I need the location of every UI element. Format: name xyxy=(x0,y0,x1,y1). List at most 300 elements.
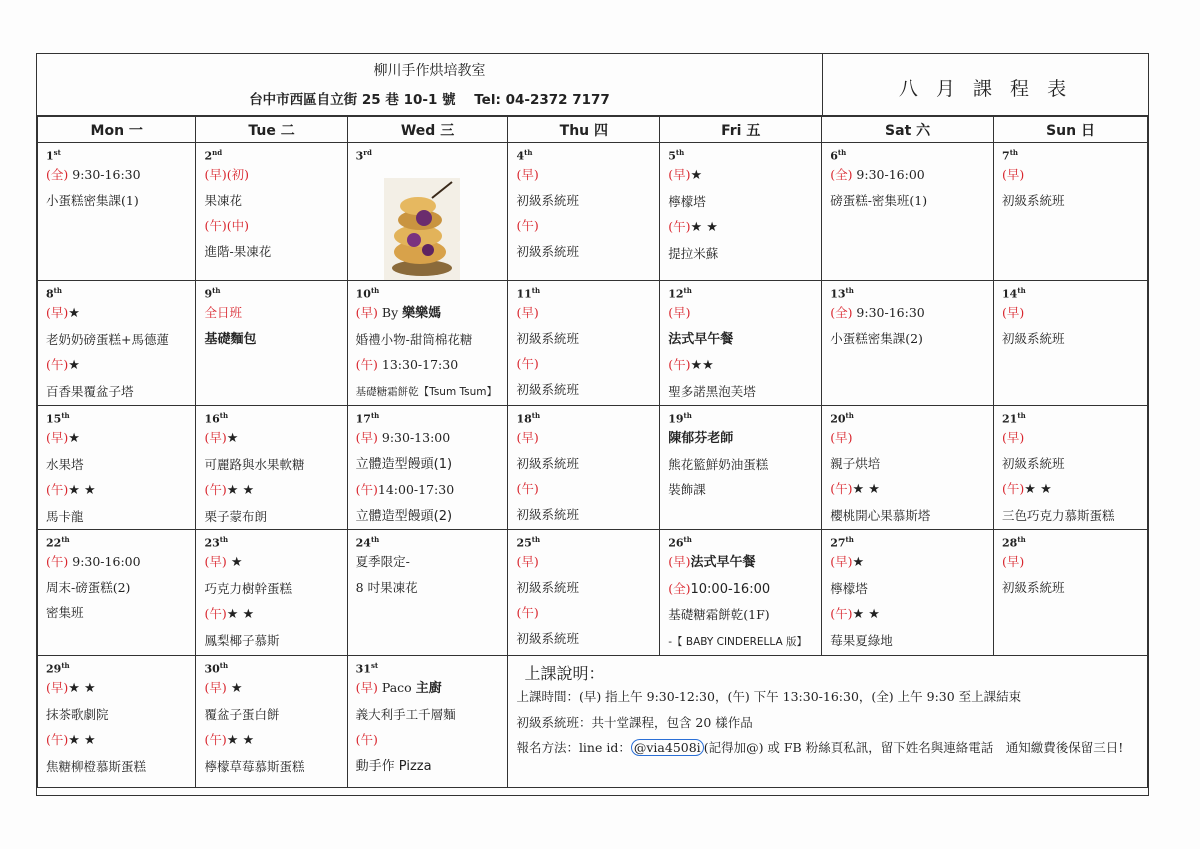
class-line xyxy=(1002,300,1147,326)
class-text: 三色巧克力慕斯蛋糕 xyxy=(1002,507,1115,523)
class-text: 馬卡龍 xyxy=(46,508,84,524)
date-number: 23th xyxy=(204,535,229,550)
session-tag: (午) xyxy=(204,732,227,747)
class-text: 9:30-16:30 xyxy=(852,305,925,320)
signup-prefix: 報名方法：line id： xyxy=(516,740,631,755)
class-text: 小蛋糕密集課(1) xyxy=(46,192,139,208)
session-tag: (早) xyxy=(516,430,539,445)
day-cell xyxy=(822,406,994,530)
month-header xyxy=(823,54,1148,116)
date-suffix: th xyxy=(683,411,692,420)
day-cell xyxy=(660,406,822,530)
day-cell xyxy=(822,143,994,281)
session-tag: (午) xyxy=(668,357,691,372)
class-text: 立體造型饅頭(1) xyxy=(355,456,453,472)
session-tag: (早) xyxy=(516,305,539,320)
class-line xyxy=(204,188,346,214)
class-line xyxy=(830,162,993,188)
class-line xyxy=(830,503,993,529)
day-cell xyxy=(347,281,508,406)
difficulty-stars: ★ ★ xyxy=(226,733,255,748)
date-suffix: th xyxy=(683,286,692,295)
school-address-line xyxy=(37,88,822,108)
class-line xyxy=(668,214,821,241)
weekday-header: Fri 五 xyxy=(660,117,822,143)
class-line xyxy=(356,575,508,601)
date-suffix: th xyxy=(53,286,62,295)
session-tag: (早)(初) xyxy=(204,167,249,182)
class-line xyxy=(516,575,659,601)
day-cell xyxy=(660,530,822,656)
difficulty-stars: ★ xyxy=(690,168,703,183)
class-line xyxy=(46,477,195,504)
date-suffix: nd xyxy=(212,148,223,157)
date-suffix: th xyxy=(370,535,380,544)
class-text: 初級系統班 xyxy=(1002,330,1065,346)
class-line xyxy=(516,600,659,626)
class-line xyxy=(356,727,508,753)
day-cell xyxy=(196,281,347,406)
session-tag: (早) xyxy=(516,167,539,182)
day-cell xyxy=(994,281,1148,406)
weekday-header: Mon 一 xyxy=(38,117,196,143)
class-line xyxy=(668,326,821,353)
date-suffix: th xyxy=(531,286,541,295)
class-line xyxy=(204,675,346,702)
class-line xyxy=(830,549,993,576)
day-cell xyxy=(508,406,660,530)
notes-time: 上課時間：(早) 指上午 9:30-12:30，(午) 下午 13:30-16:30，(全) 上午 9:30 至上課結束 xyxy=(516,689,1022,704)
day-cell xyxy=(38,143,196,281)
class-text: 鳳梨椰子慕斯 xyxy=(204,632,280,648)
class-text: 莓果夏綠地 xyxy=(830,632,893,648)
class-text: -【 BABY CINDERELLA 版】 xyxy=(668,635,808,648)
session-tag: (午) xyxy=(516,605,539,620)
session-tag: (早) xyxy=(668,305,691,320)
difficulty-stars: ★ xyxy=(226,555,243,570)
session-tag: (午) xyxy=(830,481,853,496)
weekday-header: Tue 二 xyxy=(196,117,347,143)
class-line xyxy=(46,702,195,728)
date-number: 18th xyxy=(516,411,541,426)
day-cell xyxy=(196,530,347,656)
class-text: 初級系統班 xyxy=(516,243,579,259)
class-text: 10:00-16:00 xyxy=(690,581,771,597)
week-row xyxy=(38,281,1148,406)
session-tag: (早) xyxy=(1002,167,1025,182)
class-text-bold: 樂樂媽 xyxy=(402,306,442,321)
date-suffix: rd xyxy=(363,148,372,157)
date-suffix: th xyxy=(219,535,229,544)
day-cell xyxy=(822,530,994,656)
date-number: 28th xyxy=(1002,535,1026,550)
class-line xyxy=(668,189,821,215)
date-number: 31st xyxy=(355,661,379,676)
date-suffix: th xyxy=(1009,148,1019,157)
class-text: 動手作 Pizza xyxy=(355,758,432,774)
class-text: 8 吋果凍花 xyxy=(355,579,418,595)
day-cell xyxy=(508,143,660,281)
class-text: 9:30-16:00 xyxy=(852,167,925,182)
class-text: 老奶奶磅蛋糕+馬德蓮 xyxy=(46,331,169,347)
date-number: 9th xyxy=(204,286,221,301)
session-tag: (全) xyxy=(830,167,853,182)
school-name: 柳川手作烘培教室 xyxy=(373,63,486,79)
class-line xyxy=(830,188,993,214)
date-suffix: th xyxy=(837,148,847,157)
session-tag: (午) xyxy=(1002,481,1025,496)
week-row xyxy=(38,656,1148,788)
class-line xyxy=(46,575,195,601)
day-cell xyxy=(508,281,660,406)
difficulty-stars: ★ ★ xyxy=(68,733,96,748)
class-line xyxy=(46,327,195,353)
class-line xyxy=(830,628,993,654)
class-line xyxy=(1002,188,1147,214)
session-tag: (早) xyxy=(1002,430,1025,445)
class-text-bold: 法式早午餐 xyxy=(690,555,756,570)
class-text: 基礎麵包 xyxy=(204,331,257,347)
class-line xyxy=(516,451,659,477)
class-line xyxy=(1002,451,1147,477)
date-suffix: st xyxy=(53,148,61,157)
date-number: 6th xyxy=(830,148,847,163)
class-line xyxy=(356,477,508,503)
date-suffix: th xyxy=(683,535,692,544)
class-text: 密集班 xyxy=(46,605,84,620)
day-cell xyxy=(347,406,508,530)
session-tag: (早) xyxy=(830,430,853,445)
dessert-photo xyxy=(384,178,460,280)
difficulty-stars: ★ xyxy=(68,431,80,446)
class-line xyxy=(516,239,659,265)
session-tag: (早) xyxy=(46,680,69,695)
session-tag: (早) xyxy=(668,554,691,569)
class-line xyxy=(46,425,195,452)
class-line xyxy=(204,162,346,188)
class-line xyxy=(204,326,346,353)
date-number: 19th xyxy=(668,411,692,426)
date-number: 27th xyxy=(830,535,854,550)
class-line xyxy=(668,352,821,379)
day-cell xyxy=(196,656,347,788)
notes-system: 初級系統班：共十堂課程，包含 20 樣作品 xyxy=(516,714,753,730)
session-tag: (早) xyxy=(830,554,853,569)
day-cell xyxy=(196,406,347,530)
date-number: 17th xyxy=(355,411,380,426)
date-suffix: th xyxy=(61,535,70,544)
day-cell xyxy=(660,143,822,281)
weekday-header-row xyxy=(38,117,1148,143)
session-tag: (全) xyxy=(830,305,853,320)
class-text: 立體造型饅頭(2) xyxy=(355,508,453,524)
class-line xyxy=(356,675,508,702)
date-suffix: th xyxy=(675,148,685,157)
session-tag: (早) xyxy=(46,430,69,445)
class-text: 果凍花 xyxy=(204,192,242,208)
day-cell xyxy=(347,143,508,281)
class-line xyxy=(1002,162,1147,188)
class-line xyxy=(1002,549,1147,575)
class-text: Paco xyxy=(377,680,416,695)
class-line xyxy=(668,425,821,452)
date-suffix: th xyxy=(212,286,221,295)
class-text: 婚禮小物-甜筒棉花糖 xyxy=(355,331,473,347)
session-tag: (早) xyxy=(204,430,227,445)
class-line xyxy=(204,504,346,530)
session-tag: (早) xyxy=(516,554,539,569)
day-cell xyxy=(994,143,1148,281)
session-tag: (午) xyxy=(516,356,539,371)
day-cell xyxy=(660,281,822,406)
class-text: 覆盆子蛋白餅 xyxy=(204,706,280,722)
class-text: 初級系統班 xyxy=(516,455,579,471)
date-number: 30th xyxy=(204,661,229,676)
date-suffix: st xyxy=(370,661,379,670)
difficulty-stars: ★ xyxy=(68,358,80,373)
class-line xyxy=(204,727,346,754)
class-line xyxy=(516,425,659,451)
difficulty-stars: ★ ★ xyxy=(852,482,880,497)
weekday-header: Wed 三 xyxy=(347,117,508,143)
session-tag: (早) xyxy=(204,554,227,569)
class-line xyxy=(356,352,508,378)
class-text: 初級系統班 xyxy=(516,192,579,208)
class-text: 初級系統班 xyxy=(1002,192,1065,208)
weekday-header: Sat 六 xyxy=(822,117,994,143)
date-suffix: th xyxy=(1017,286,1026,295)
date-number: 10th xyxy=(355,286,380,301)
class-line xyxy=(516,476,659,502)
class-text: 基礎糖霜餅乾(1F) xyxy=(668,607,770,622)
session-tag: (午) xyxy=(668,219,691,234)
session-tag: (午) xyxy=(204,606,227,621)
signup-suffix: (記得加@) 或 FB 粉絲頁私訊，留下姓名與連絡電話 通知繳費後保留三日! xyxy=(703,740,1124,755)
class-line xyxy=(204,601,346,628)
session-tag: (午)(中) xyxy=(204,218,249,233)
calendar-table xyxy=(37,116,1148,788)
date-number: 4th xyxy=(516,148,533,163)
week-row xyxy=(38,143,1148,281)
class-text: 夏季限定- xyxy=(355,554,410,569)
school-header xyxy=(37,54,823,116)
session-tag: (午) xyxy=(355,482,378,497)
class-text: 9:30-16:00 xyxy=(68,554,141,569)
difficulty-stars: ★ ★ xyxy=(226,483,255,498)
class-line xyxy=(830,476,993,503)
class-text: 14:00-17:30 xyxy=(377,482,455,497)
date-number: 24th xyxy=(355,535,380,550)
class-line xyxy=(1002,575,1147,601)
class-line xyxy=(1002,503,1147,529)
session-tag: (早) xyxy=(46,305,69,320)
session-tag: (全) xyxy=(46,167,69,182)
class-text: By xyxy=(377,305,403,320)
session-tag: (午) xyxy=(46,554,69,569)
class-text: 巧克力樹幹蛋糕 xyxy=(204,580,292,596)
class-text: 小蛋糕密集課(2) xyxy=(830,330,923,346)
class-line xyxy=(46,352,195,379)
class-line xyxy=(46,452,195,478)
notes-title: 上課說明： xyxy=(524,664,605,683)
class-line xyxy=(46,300,195,327)
date-number: 3rd xyxy=(355,148,372,163)
class-text: 檸檬塔 xyxy=(830,580,868,596)
date-number: 16th xyxy=(204,411,229,426)
school-address: 台中市西區自立街 25 巷 10-1 號 xyxy=(249,92,456,108)
session-tag: (午) xyxy=(516,481,539,496)
class-text: 焦糖柳橙慕斯蛋糕 xyxy=(46,758,147,774)
session-tag: (午) xyxy=(830,606,853,621)
class-line xyxy=(46,549,195,575)
date-number: 13th xyxy=(830,286,854,301)
date-suffix: th xyxy=(1017,411,1026,420)
class-line xyxy=(46,504,195,530)
month-title: 八 月 課 程 表 xyxy=(898,78,1073,100)
date-suffix: th xyxy=(219,661,229,670)
date-suffix: th xyxy=(845,535,854,544)
date-suffix: th xyxy=(219,411,229,420)
class-text: 檸檬塔 xyxy=(668,193,706,209)
class-text: 水果塔 xyxy=(46,456,84,472)
class-text: 磅蛋糕-密集班(1) xyxy=(830,192,928,208)
class-text: 可麗路與水果軟糖 xyxy=(204,456,305,472)
class-text: 熊花籃鮮奶油蛋糕 xyxy=(668,456,769,472)
weekday-header: Thu 四 xyxy=(508,117,660,143)
class-line xyxy=(356,549,508,575)
date-suffix: th xyxy=(845,286,854,295)
class-line xyxy=(204,213,346,239)
class-text: 周末-磅蛋糕(2) xyxy=(46,579,131,595)
class-line xyxy=(668,549,821,576)
date-suffix: th xyxy=(845,411,854,420)
class-line xyxy=(46,379,195,405)
class-line xyxy=(668,162,821,189)
class-text: 櫻桃開心果慕斯塔 xyxy=(830,507,931,523)
day-cell xyxy=(508,530,660,656)
class-line xyxy=(204,477,346,504)
difficulty-stars: ★ xyxy=(68,306,80,321)
day-cell xyxy=(38,406,196,530)
date-number: 21th xyxy=(1002,411,1026,426)
class-line xyxy=(830,576,993,602)
class-text: 初級系統班 xyxy=(516,381,579,397)
date-suffix: th xyxy=(370,286,380,295)
date-number: 2nd xyxy=(204,148,223,163)
session-tag: (早) xyxy=(204,680,227,695)
difficulty-stars: ★ xyxy=(226,431,239,446)
class-line xyxy=(204,702,346,728)
week-row xyxy=(38,530,1148,656)
difficulty-stars: ★ ★ xyxy=(852,607,880,622)
class-line xyxy=(830,425,993,451)
class-line xyxy=(830,601,993,628)
class-line xyxy=(516,213,659,239)
session-tag: (早) xyxy=(355,305,378,320)
class-line xyxy=(46,162,195,188)
class-text: 13:30-17:30 xyxy=(377,357,459,372)
class-line xyxy=(516,300,659,326)
class-line xyxy=(668,628,821,656)
class-text: 法式早午餐 xyxy=(668,331,734,347)
session-tag: (午) xyxy=(355,357,378,372)
class-text: 9:30-13:00 xyxy=(377,430,451,445)
session-tag: (午) xyxy=(516,218,539,233)
date-number: 15th xyxy=(46,411,70,426)
class-line xyxy=(668,379,821,405)
date-suffix: th xyxy=(370,411,380,420)
class-line xyxy=(516,626,659,652)
session-tag: (早) xyxy=(668,167,691,182)
date-number: 25th xyxy=(516,535,541,550)
class-line xyxy=(516,502,659,528)
class-line xyxy=(516,188,659,214)
session-tag: (早) xyxy=(355,430,378,445)
class-line xyxy=(204,239,346,265)
notes-signup xyxy=(516,735,1147,761)
class-line xyxy=(516,351,659,377)
session-tag: (早) xyxy=(355,680,378,695)
day-cell xyxy=(994,406,1148,530)
class-line xyxy=(830,451,993,477)
date-suffix: th xyxy=(1017,535,1026,544)
class-line xyxy=(356,503,508,530)
day-cell xyxy=(38,281,196,406)
class-line xyxy=(668,602,821,628)
day-cell xyxy=(347,656,508,788)
date-suffix: th xyxy=(524,148,533,157)
session-tag: (午) xyxy=(355,732,378,747)
class-text: 9:30-16:30 xyxy=(68,167,141,182)
class-text: 百香果覆盆子塔 xyxy=(46,383,134,399)
class-line xyxy=(46,675,195,702)
class-line xyxy=(830,300,993,326)
class-line xyxy=(356,451,508,478)
difficulty-stars: ★ ★ xyxy=(68,483,96,498)
class-line xyxy=(204,452,346,478)
class-line xyxy=(668,576,821,603)
calendar-body xyxy=(38,143,1148,788)
class-line xyxy=(46,727,195,754)
difficulty-stars: ★ ★ xyxy=(226,607,255,622)
class-text: 初級系統班 xyxy=(516,579,579,595)
difficulty-stars: ★ xyxy=(852,555,865,570)
class-line xyxy=(668,241,821,267)
class-line xyxy=(356,702,508,728)
day-cell xyxy=(38,656,196,788)
class-line xyxy=(1002,425,1147,451)
class-text: 義大利手工千層麵 xyxy=(355,706,456,722)
difficulty-stars: ★★ xyxy=(690,358,714,373)
date-number: 12th xyxy=(668,286,692,301)
difficulty-stars: ★ xyxy=(226,681,243,696)
date-number: 11th xyxy=(516,286,541,301)
session-tag: (全) xyxy=(668,580,691,596)
class-line xyxy=(204,549,346,576)
class-line xyxy=(356,425,508,451)
class-text: 基礎糖霜餅乾【Tsum Tsum】 xyxy=(355,385,498,398)
class-line xyxy=(1002,476,1147,503)
class-line xyxy=(668,300,821,326)
class-text: 裝飾課 xyxy=(668,482,706,497)
class-text: 初級系統班 xyxy=(1002,455,1065,471)
weekday-header: Sun 日 xyxy=(994,117,1148,143)
session-tag: (午) xyxy=(46,482,69,497)
class-line xyxy=(46,600,195,626)
class-line xyxy=(1002,326,1147,352)
class-line xyxy=(204,628,346,654)
class-text: 初級系統班 xyxy=(516,330,579,346)
